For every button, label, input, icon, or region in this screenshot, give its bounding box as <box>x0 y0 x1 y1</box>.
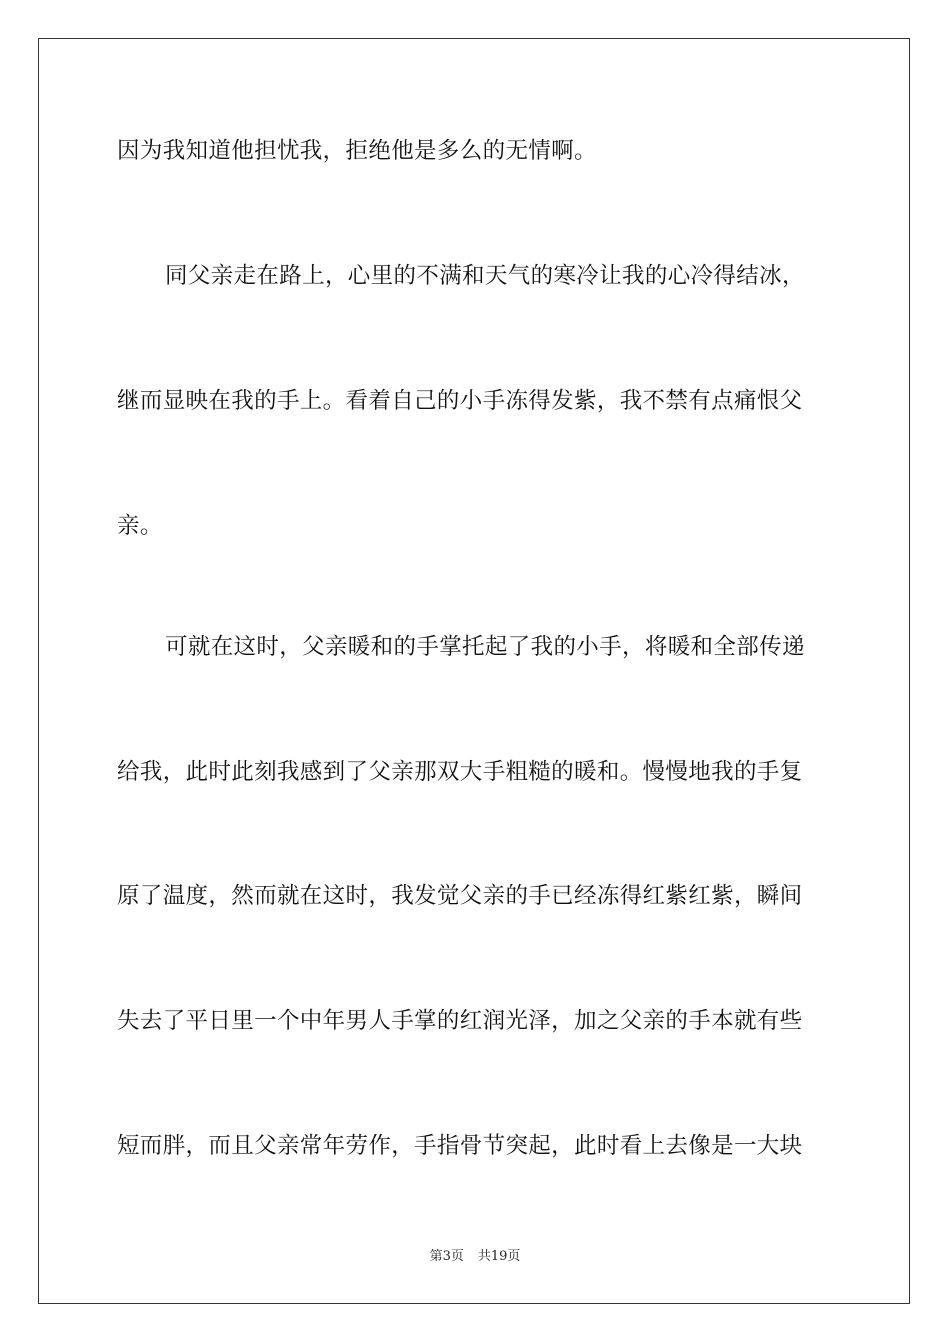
text-line-5: 可就在这时，父亲暖和的手掌托起了我的小手，将暖和全部传递 <box>165 634 805 660</box>
text-line-9: 短而胖，而且父亲常年劳作，手指骨节突起，此时看上去像是一大块 <box>117 1133 803 1159</box>
text-line-2: 同父亲走在路上，心里的不满和天气的寒冷让我的心冷得结冰， <box>165 263 805 289</box>
text-line-1: 因为我知道他担忧我，拒绝他是多么的无情啊。 <box>117 138 597 164</box>
page-footer <box>0 1245 950 1264</box>
text-line-6: 给我，此时此刻我感到了父亲那双大手粗糙的暖和。慢慢地我的手复 <box>117 759 803 785</box>
page-number: 第3页 <box>429 1249 464 1264</box>
text-line-3: 继而显映在我的手上。看着自己的小手冻得发紫，我不禁有点痛恨父 <box>117 388 803 414</box>
text-line-7: 原了温度，然而就在这时，我发觉父亲的手已经冻得红紫红紫，瞬间 <box>117 883 803 909</box>
page-border <box>38 38 910 1304</box>
page-total: 共19页 <box>477 1249 521 1264</box>
text-line-4: 亲。 <box>117 513 163 539</box>
text-line-8: 失去了平日里一个中年男人手掌的红润光泽，加之父亲的手本就有些 <box>117 1008 803 1034</box>
